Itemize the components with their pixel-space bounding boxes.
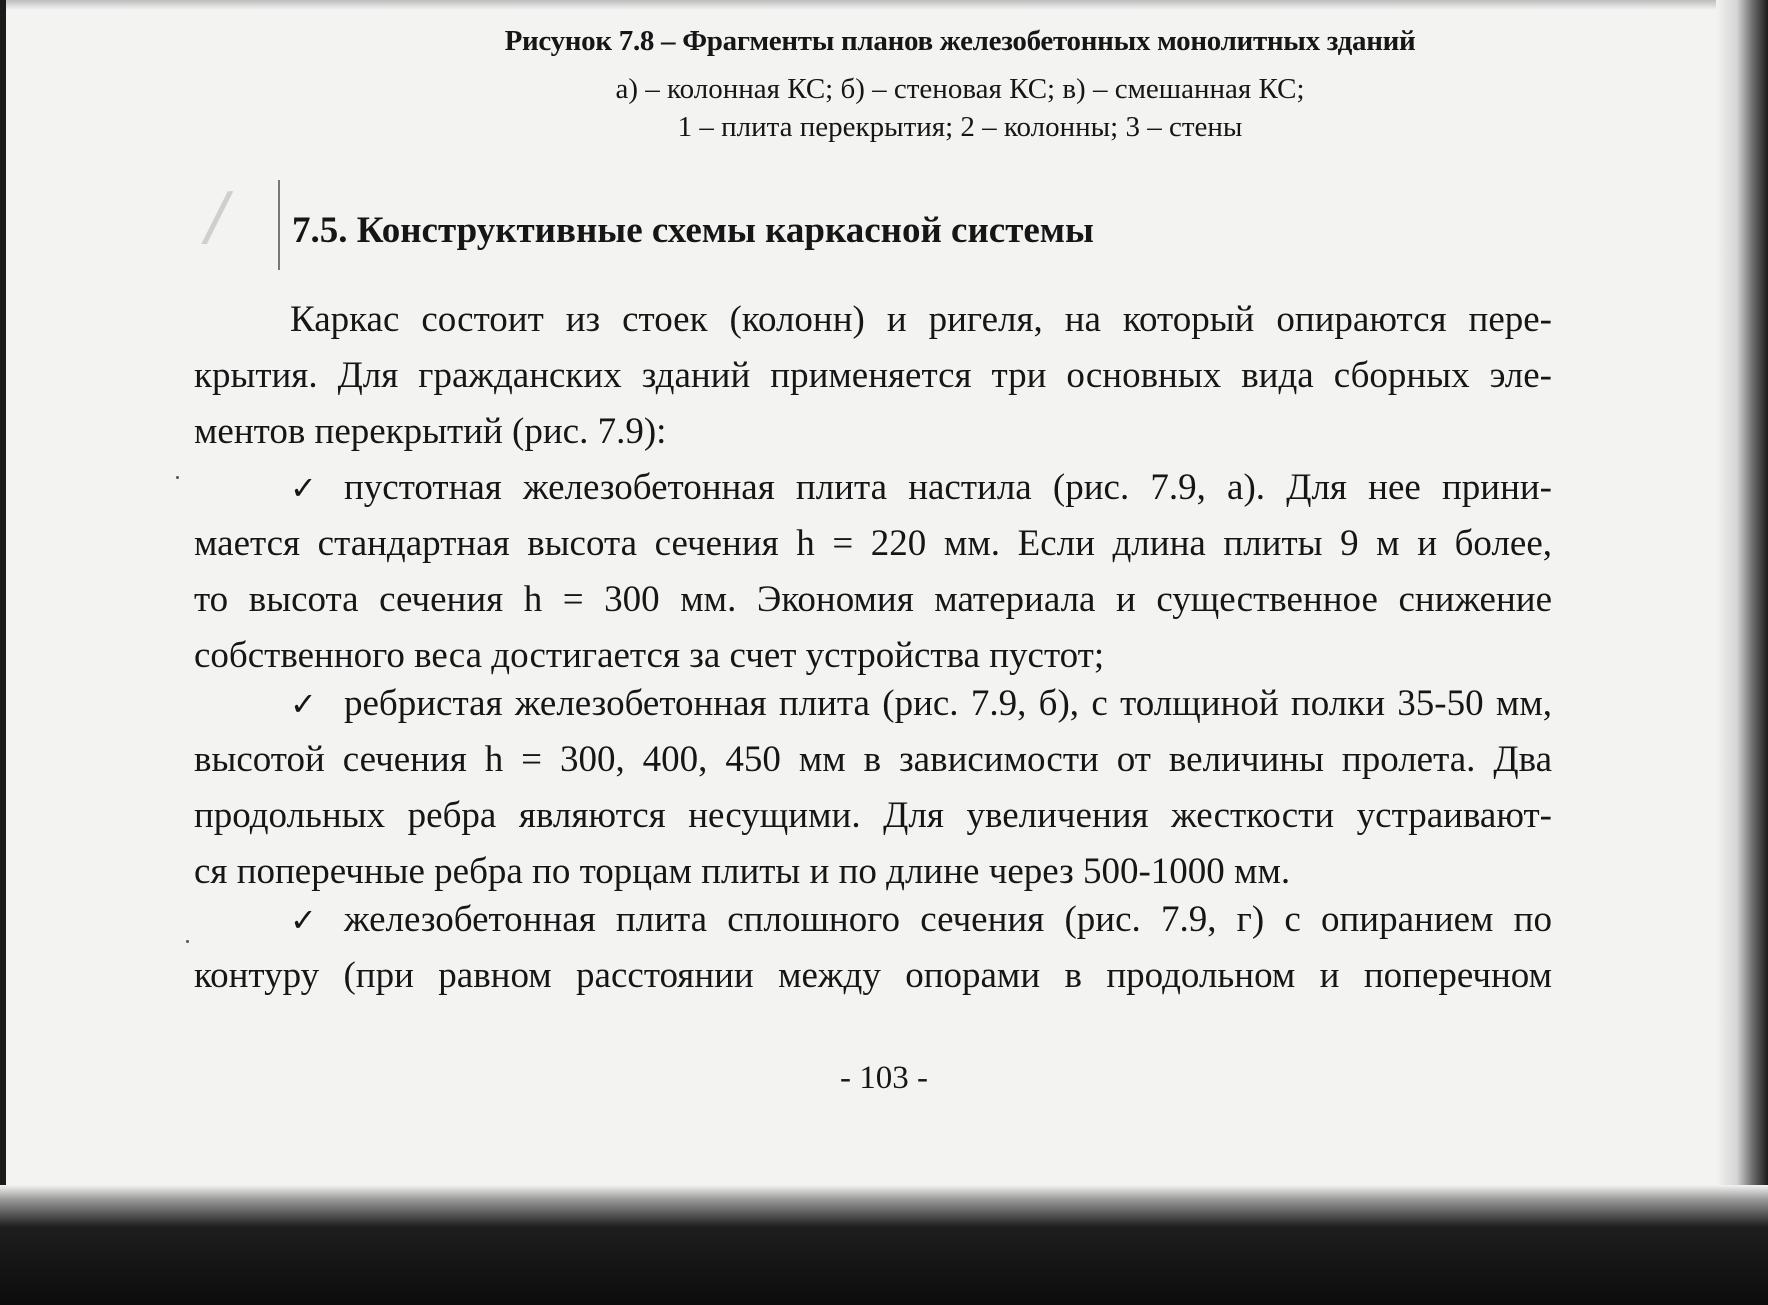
checkmark-icon: ✓	[290, 685, 317, 723]
scan-top-shadow	[0, 0, 1768, 10]
paragraph-line	[194, 292, 1552, 348]
paragraph-line: мается стандартная высота сечения h = 220 мм. Если длина плиты 9 м и более,	[194, 523, 1552, 564]
paragraph-line: высотой сечения h = 300, 400, 450 мм в зависимости от величины пролета. Два	[194, 739, 1552, 780]
margin-pencil-mark: /	[206, 180, 228, 254]
scan-left-edge	[0, 0, 6, 1305]
section-heading: 7.5. Конструктивные схемы каркасной системы	[292, 210, 1094, 251]
margin-pencil-line	[278, 180, 280, 270]
paragraph-line: ся поперечные ребра по торцам плиты и по длине через 500-1000 мм.	[194, 851, 1291, 892]
paragraph-line-text: железобетонная плита сплошного сечения (рис. 7.9, г) с опиранием по	[344, 899, 1552, 940]
bullet-item-solid-slab	[194, 892, 1552, 1004]
scan-bottom-band	[0, 1185, 1768, 1305]
figure-caption-title: Рисунок 7.8 – Фрагменты планов железобетонных монолитных зданий	[504, 25, 1416, 57]
paragraph-line: то высота сечения h = 300 мм. Экономия материала и существенное снижение	[194, 579, 1552, 620]
paragraph-line: продольных ребра являются несущими. Для увеличения жесткости устраивают-	[194, 795, 1552, 836]
scan-speck	[186, 940, 189, 943]
paragraph-line-text: ребристая железобетонная плита (рис. 7.9, б), с толщиной полки 35-50 мм,	[344, 683, 1552, 724]
paragraph-intro	[194, 292, 1552, 460]
paragraph-line-text: Каркас состоит из стоек (колонн) и ригеля, на который опираются пере-	[290, 299, 1552, 340]
paragraph-line: крытия. Для гражданских зданий применяется три основных вида сборных эле-	[194, 355, 1552, 396]
scan-right-edge	[1716, 0, 1768, 1200]
paragraph-line	[194, 892, 1552, 948]
checkmark-icon: ✓	[290, 469, 317, 507]
paragraph-line-text: пустотная железобетонная плита настила (рис. 7.9, а). Для нее прини-	[344, 467, 1552, 508]
figure-caption-legend-line-1: а) – колонная КС; б) – стеновая КС; в) – смешанная КС;	[615, 73, 1305, 105]
paragraph-line	[194, 460, 1552, 516]
page-number: - 103 -	[840, 1060, 928, 1096]
figure-caption-legend-line-2: 1 – плита перекрытия; 2 – колонны; 3 – стены	[677, 111, 1243, 143]
bullet-item-hollow-slab	[194, 460, 1552, 684]
paragraph-line: ментов перекрытий (рис. 7.9):	[194, 411, 667, 452]
paragraph-line: собственного веса достигается за счет устройства пустот;	[194, 635, 1105, 676]
scan-speck	[176, 476, 179, 479]
checkmark-icon: ✓	[290, 901, 317, 939]
paragraph-line: контуру (при равном расстоянии между опорами в продольном и поперечном	[194, 955, 1552, 996]
paragraph-line	[194, 676, 1552, 732]
bullet-item-ribbed-slab	[194, 676, 1552, 900]
